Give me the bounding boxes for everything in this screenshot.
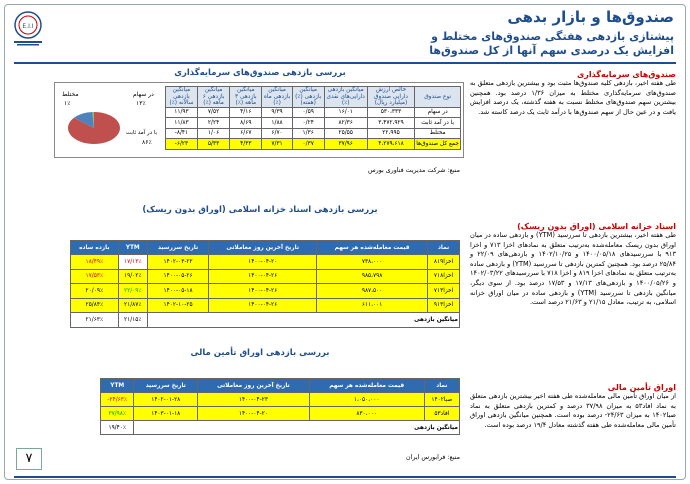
treasury-table-body [71,255,460,328]
finance-col-header: YTM [101,379,134,393]
pie-label-fixed-pct: ۸۶٪ [142,139,152,146]
table-cell: ۴،۲۷۹،۶۱۸ [367,139,415,150]
cell-price: ۷۳۸،۰۰۰ [317,255,428,270]
finance-table-body [101,393,460,435]
cell-ytm: ۲۱/۸۷٪ [118,298,147,313]
funds-col-header: میانگین بازدهی ۳ ماهه (٪) [230,87,262,108]
svg-text:E.I.I: E.I.I [22,23,34,30]
table-cell: ۱۱/۸۳ [166,118,198,129]
cell-simple: ۲۰/۰۹٪ [71,284,119,299]
cell-ytm: ۱۷/۱۳٪ [118,255,147,270]
organization-logo [8,8,48,48]
finance-heading: اوراق تأمین مالی [607,383,676,392]
average-ytm: ۱۹/۴۰٪ [101,421,134,435]
cell-sym: افاد۵۳ [424,407,459,421]
table-row [71,269,460,284]
cell-sym: اخزا۸۱۹ [428,255,460,270]
treasury-table-header [71,241,460,255]
treasury-heading: اسناد خزانه اسلامی (اوراق بدون ریسک) [517,222,676,231]
table-cell: ۷/۵۲ [197,107,229,118]
cell-sym: اخزا۷۱۳ [428,284,460,299]
table-cell: با در آمد ثابت [415,118,461,129]
table-row [71,298,460,313]
funds-col-header: خالص ارزش دارایی صندوق (میلیارد ریال) [367,87,415,108]
pie-label-stock: در سهام [133,91,154,98]
treasury-table [70,240,460,328]
table-cell: ۰/۳۷ [292,139,324,150]
subtitle-line-2: افزایش یک درصدی سهم آنها از کل صندوق‌ها [429,44,674,57]
funds-col-header: میانگین بازدهی دارایی‌های نقدی (٪) [324,87,367,108]
pie-label-stock-pct: ۱۳٪ [136,100,146,107]
subtitle-line-1: پیشتازی بازدهی هفتگی صندوق‌های مختلط و [431,30,674,43]
table-cell: ۴/۳۳ [230,139,262,150]
finance-table-title: بررسی بازدهی اوراق تأمین مالی [190,348,330,358]
funds-col-header: میانگین بازدهی ۶ ماهه (٪) [197,87,229,108]
treasury-section [470,222,676,308]
cell-sym: صبا۱۴۰۲ [424,393,459,407]
cell-price: ۹۸۷،۵۰۰ [317,284,428,299]
treasury-col-header: تاریخ سررسید [147,241,208,255]
finance-average-row [101,421,460,435]
table-cell: ۸۲/۳۶ [324,118,367,129]
table-cell: ۰/۵۹ [292,107,324,118]
table-cell: ۶/۷۰ [262,128,292,139]
funds-section [470,70,676,117]
pie-label-fixed: با در آمد ثابت [126,130,158,136]
funds-col-header: میانگین بازدهی ماه (٪) [263,87,291,106]
cell-last: ۱۴۰۰-۰۴-۲۶ [209,284,317,299]
funds-heading: صندوق‌های سرمایه‌گذاری [576,70,676,79]
page-number: ۷ [16,448,42,470]
average-simple: ۲۱/۶۳٪ [71,313,119,328]
cell-simple: ۱۸/۴۹٪ [71,255,119,270]
table-row [166,107,461,118]
funds-source: منبع: شرکت مدیریت فناوری بورس [368,167,460,174]
table-cell: ۸/۶۹ [230,118,262,129]
table-cell: جمع کل صندوق‌ها [415,139,461,150]
treasury-col-header: قیمت معامله‌شده هر سهم [317,241,428,255]
cell-mat: ۱۴۰۰-۰۵-۲۶ [147,269,208,284]
cell-ytm: ۱۹/۰۲٪ [118,269,147,284]
funds-col-header: نوع صندوق [415,87,461,108]
cell-mat: ۱۴۰۲-۱۰-۲۵ [147,298,208,313]
table-row [71,284,460,299]
average-label: میانگین بازدهی [147,313,459,328]
page-title: صندوق‌ها و بازار بدهی [507,8,674,26]
finance-section [470,383,676,430]
table-cell: ۵/۳۳ [197,139,229,150]
table-cell: ۲۲،۹۹۵ [367,128,415,139]
table-cell: ۰/۲۴ [292,118,324,129]
cell-simple: ۲۵/۸۴٪ [71,298,119,313]
table-row [101,407,460,421]
funds-total-row [166,139,461,150]
cell-mat: ۱۴۰۲-۰۱-۲۸ [134,393,198,407]
table-cell: ۵۳۰،۳۳۳ [367,107,415,118]
table-cell: ۴/۱۶ [230,107,262,118]
table-row [71,255,460,270]
table-cell: ۶/۲۳- [166,139,198,150]
cell-mat: ۱۴۰۲-۰۳-۲۲ [147,255,208,270]
cell-last: ۱۴۰۰-۰۴-۲۶ [209,298,317,313]
treasury-col-header: YTM [118,241,147,255]
finance-col-header: نماد [424,379,459,393]
table-cell: ۱/۳۶ [292,128,324,139]
finance-table [100,378,460,435]
table-cell: ۶/۶۷ [230,128,262,139]
cell-price: ۹۸۵،۷۹۸ [317,269,428,284]
table-row [101,393,460,407]
cell-ytm: ۲۴/۶۳٪- [101,393,134,407]
treasury-text: طی هفته اخیر، بیشترین بازدهی تا سررسید (YTM) و بازدهی ساده در میان اوراق بدون ریسک معامله‌شده به‌ترتیب متعلق به نمادهای اخزا ۷۱۳ و اخزا ۹۱۳ با سررسیدهای ۱۴۰۰/۰۵/۱۸ و ۱۴۰۲/۱۰/۲۵ و بازدهی‌های ۲۲/۰۹ و ۲۵/۸۴ درصد بود. همچنین کمترین بازدهی تا سررسید (YTM) و بازدهی ساده به‌ترتیب متعلق به نمادهای اخزا ۸۱۹ و اخزا ۷۱۸ با سررسیدهای ۱۴۰۲/۰۳/۲۲ و ۱۴۰۰/۰۵/۲۶ و بازدهی‌های ۱۷/۱۳ و ۱۷/۵۳ درصد بود. از سوی دیگر، میانگین بازدهی تا سررسید (YTM) و بازدهی ساده در میان اوراق خزانه اسلامی، به ترتیب، معادل ۲۱/۱۵ و ۲۱/۶۳ درصد است. [470,231,676,307]
header-divider [14,62,676,64]
cell-price: ۸۳۰،۰۰۰ [309,407,424,421]
table-row [166,128,461,139]
fund-share-pie-chart [58,86,162,154]
treasury-col-header: نماد [428,241,460,255]
table-row [166,118,461,129]
table-cell: ۱۶/۰۱ [324,107,367,118]
table-cell: ۲۵/۵۵ [324,128,367,139]
table-cell: مختلط [415,128,461,139]
page-subtitle [214,30,674,58]
cell-price: ۶۱۱،۰۰۱ [317,298,428,313]
cell-simple: ۱۷/۵۳٪ [71,269,119,284]
table-cell: ۱/۰۶ [197,128,229,139]
funds-table-title: بررسی بازدهی صندوق‌های سرمایه‌گذاری [174,68,346,78]
cell-last: ۱۴۰۰-۰۴-۲۶ [209,269,317,284]
cell-last: ۱۴۰۰-۰۴-۲۰ [209,255,317,270]
cell-last: ۱۴۰۰-۰۴-۲۰ [198,407,310,421]
table-cell: ۱۱/۹۳ [166,107,198,118]
finance-col-header: تاریخ سررسید [134,379,198,393]
funds-table-header [166,87,461,108]
treasury-average-row [71,313,460,328]
pie-label-mixed: مختلط [62,91,79,98]
finance-text: از میان اوراق تأمین مالی معامله‌شده طی هفته اخیر بیشترین بازدهی متعلق به نماد افاد۵۳ به میزان ۳۷/۹۸ درصد و کمترین بازدهی متعلق به نماد صبا۱۴۰۲ به میزان ۲۴/۶۳- درصد بوده است. همچنین میانگین بازدهی اوراق تأمین مالی معامله‌شده طی هفته گذشته معادل ۱۹/۴ درصد بوده است. [470,392,676,429]
table-cell: ۷/۳۱ [262,139,292,150]
table-cell: در سهام [415,107,461,118]
finance-source: منبع: فرابورس ایران [406,454,460,461]
table-cell: ۳۷/۹۶ [324,139,367,150]
funds-table [165,86,461,150]
cell-ytm: ۳۷/۹۸٪ [101,407,134,421]
funds-col-header: میانگین بازدهی (٪) (هفته) [292,87,324,108]
average-label: میانگین بازدهی [134,421,460,435]
cell-mat: ۱۴۰۰-۰۵-۱۸ [147,284,208,299]
funds-col-header: میانگین بازدهی سالانه (٪) [166,87,198,108]
funds-table-body [166,107,461,149]
table-cell: ۲/۲۴ [197,118,229,129]
cell-ytm: ۲۲/۰۹٪ [118,284,147,299]
finance-col-header: قیمت معامله‌شده هر سهم [309,379,424,393]
cell-price: ۱،۰۵۰،۰۰۰ [309,393,424,407]
cell-sym: اخزا۹۱۳ [428,298,460,313]
cell-sym: اخزا۷۱۸ [428,269,460,284]
treasury-col-header: تاریخ آخرین روز معاملاتی [209,241,317,255]
footer-divider [14,476,676,478]
table-cell: ۳،۴۷۲،۹۲۹ [367,118,415,129]
cell-last: ۱۴۰۰-۰۴-۲۳ [198,393,310,407]
funds-text: طی هفته اخیر، بازدهی کلیه صندوق‌ها مثبت بود و بیشترین بازدهی متعلق به صندوق‌های سرمایه‌گذاری مختلط به میزان ۱/۳۶ درصد بود. همچنین بیشترین سهم صندوق‌های مختلط نسبت به هفته گذشته، یک درصد افزایش یافت و در عین حال از سهم صندوق‌ها با درآمد ثابت یک درصد کاسته شد. [470,79,676,116]
table-cell: ۹/۳۹ [262,107,292,118]
table-cell: ۸/۴۱- [166,128,198,139]
pie-label-mixed-pct: ۱٪ [64,100,71,107]
cell-mat: ۱۴۰۳-۰۱-۱۸ [134,407,198,421]
finance-col-header: تاریخ آخرین روز معاملاتی [198,379,310,393]
treasury-col-header: بازده ساده [71,241,119,255]
average-ytm: ۲۱/۱۵٪ [118,313,147,328]
table-cell: ۱/۸۸ [262,118,292,129]
treasury-table-title: بررسی بازدهی اسناد خزانه اسلامی (اوراق بدون ریسک) [142,205,378,215]
finance-table-header [101,379,460,393]
